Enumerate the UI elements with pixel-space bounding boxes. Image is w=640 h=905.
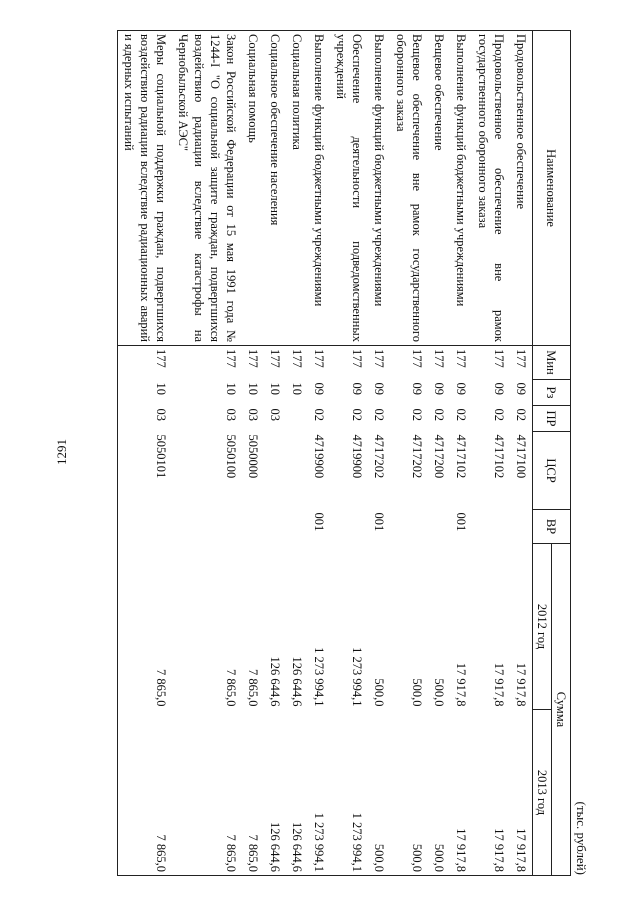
cell-min: 177 — [410, 349, 424, 368]
cell-year-2013: 7 865,0 — [118, 710, 173, 876]
cell-min: 177 — [312, 349, 326, 368]
cell-year-2012: 126 644,6 — [268, 656, 282, 707]
cell-vr — [330, 510, 368, 544]
cell-csr — [286, 432, 308, 510]
cell-csr: 5050100 — [224, 434, 238, 479]
cell-vr — [264, 510, 286, 544]
cell-name: Выполнение функций бюджетными учреждениями — [450, 31, 472, 346]
cell-vr — [472, 510, 510, 544]
cell-pr: 03 — [224, 408, 238, 421]
cell-year-2013: 126 644,6 — [286, 710, 308, 876]
table-row — [330, 31, 368, 876]
cell-pr: 02 — [514, 408, 528, 421]
cell-rz: 09 — [432, 382, 446, 395]
cell-min: 177 — [246, 349, 260, 368]
cell-name: Меры социальной поддержки граждан, подвергшихся воздействию радиации вследствие радиационных аварий и ядерных испытаний — [118, 31, 173, 346]
cell-year-2013: 1 273 994,1 — [308, 710, 330, 876]
cell-pr: 03 — [118, 406, 173, 432]
cell-min: 177 — [350, 349, 364, 368]
cell-name: Социальная политика — [286, 31, 308, 346]
cell-vr — [428, 510, 450, 544]
table-row — [264, 31, 286, 876]
cell-pr: 02 — [432, 408, 446, 421]
cell-csr: 4719900 — [312, 434, 326, 479]
cell-year-2013: 126 644,6 — [264, 710, 286, 876]
cell-year-2012: 1 273 994,1 — [350, 647, 364, 707]
table-row — [242, 31, 264, 876]
cell-rz: 10 — [224, 382, 238, 395]
cell-csr: 4717200 — [432, 434, 446, 479]
cell-vr: 001 — [454, 512, 468, 532]
cell-pr: 02 — [350, 408, 364, 421]
cell-pr — [286, 406, 308, 432]
cell-name: Вещевое обеспечение — [428, 31, 450, 346]
rotated-table-area — [105, 30, 589, 875]
cell-csr — [264, 432, 286, 510]
table-row — [390, 31, 428, 876]
cell-name: Выполнение функций бюджетными учреждениями — [308, 31, 330, 346]
cell-year-2013: 1 273 994,1 — [330, 710, 368, 876]
cell-min: 177 — [118, 346, 173, 380]
header-2012: 2012 год — [533, 544, 552, 710]
header-pr: ПР — [533, 406, 571, 432]
table-row — [308, 31, 330, 876]
cell-vr: 001 — [312, 512, 326, 532]
header-sum: Сумма — [552, 544, 571, 876]
cell-vr — [118, 510, 173, 544]
cell-rz: 10 — [246, 382, 260, 395]
cell-year-2012: 500,0 — [410, 678, 424, 707]
cell-csr: 4717100 — [514, 434, 528, 479]
cell-rz: 09 — [350, 382, 364, 395]
cell-year-2013: 500,0 — [390, 710, 428, 876]
cell-pr: 02 — [410, 408, 424, 421]
cell-year-2012: 500,0 — [372, 678, 386, 707]
cell-year-2012: 17 917,8 — [492, 662, 506, 707]
cell-pr: 03 — [268, 408, 282, 421]
cell-year-2012: 7 865,0 — [118, 544, 173, 710]
cell-rz: 09 — [410, 382, 424, 395]
header-2013: 2013 год — [533, 710, 552, 876]
cell-vr — [390, 510, 428, 544]
header-min: Мин — [533, 346, 571, 380]
cell-csr: 4717102 — [492, 434, 506, 479]
cell-vr — [286, 510, 308, 544]
cell-year-2012: 500,0 — [432, 678, 446, 707]
cell-pr: 02 — [492, 408, 506, 421]
cell-min: 177 — [492, 349, 506, 368]
cell-year-2012: 7 865,0 — [224, 669, 238, 707]
cell-pr: 02 — [454, 408, 468, 421]
cell-name: Закон Российской Федерации от 15 мая 1991 года № 1244-I "О социальной защите граждан, подвергшихся воздействию радиации вследствие катастрофы на Чернобыльской АЭС" — [172, 31, 242, 346]
cell-year-2013: 17 917,8 — [472, 710, 510, 876]
table-row — [450, 31, 472, 876]
cell-csr: 4717202 — [410, 434, 424, 479]
cell-vr — [172, 510, 242, 544]
cell-year-2013: 500,0 — [368, 710, 390, 876]
cell-year-2012: 7 865,0 — [246, 669, 260, 707]
cell-pr: 02 — [312, 408, 326, 421]
cell-pr: 03 — [246, 408, 260, 421]
table-row — [368, 31, 390, 876]
cell-year-2013: 500,0 — [428, 710, 450, 876]
cell-rz: 10 — [268, 382, 282, 395]
table-row — [118, 31, 173, 876]
cell-min: 177 — [372, 349, 386, 368]
cell-name: Вещевое обеспечение вне рамок государственного оборонного заказа — [390, 31, 428, 346]
cell-min: 177 — [268, 349, 282, 368]
cell-name: Продовольственное обеспечение — [510, 31, 533, 346]
cell-year-2012: 17 917,8 — [514, 662, 528, 707]
cell-year-2012: 1 273 994,1 — [312, 647, 326, 707]
cell-vr — [242, 510, 264, 544]
cell-rz: 09 — [372, 382, 386, 395]
cell-min: 177 — [224, 349, 238, 368]
cell-rz: 09 — [514, 382, 528, 395]
cell-min: 177 — [514, 349, 528, 368]
cell-min: 177 — [290, 349, 304, 368]
cell-csr: 4717102 — [454, 434, 468, 479]
cell-min: 177 — [432, 349, 446, 368]
cell-year-2013: 17 917,8 — [450, 710, 472, 876]
cell-rz: 09 — [492, 382, 506, 395]
cell-vr — [510, 510, 533, 544]
cell-rz: 10 — [118, 380, 173, 406]
cell-name: Социальное обеспечение населения — [264, 31, 286, 346]
cell-csr: 4719900 — [350, 434, 364, 479]
cell-min: 177 — [454, 349, 468, 368]
header-vr: ВР — [533, 510, 571, 544]
cell-name: Социальная помощь — [242, 31, 264, 346]
cell-csr: 4717202 — [372, 434, 386, 479]
cell-year-2013: 17 917,8 — [510, 710, 533, 876]
cell-name: Продовольственное обеспечение вне рамок государственного оборонного заказа — [472, 31, 510, 346]
cell-year-2013: 7 865,0 — [242, 710, 264, 876]
header-csr: ЦСР — [533, 432, 571, 510]
table-row — [510, 31, 533, 876]
table-row — [472, 31, 510, 876]
cell-year-2013: 7 865,0 — [172, 710, 242, 876]
units-note: (тыс. рублей) — [574, 801, 589, 875]
cell-name: Выполнение функций бюджетными учреждениями — [368, 31, 390, 346]
cell-vr: 001 — [372, 512, 386, 532]
table-header — [533, 31, 571, 876]
page-number: 1291 — [54, 439, 69, 465]
cell-year-2012: 17 917,8 — [454, 662, 468, 707]
table-row — [286, 31, 308, 876]
header-rz: Рз — [533, 380, 571, 406]
cell-csr: 5050000 — [246, 434, 260, 479]
cell-rz: 09 — [312, 382, 326, 395]
cell-pr: 02 — [372, 408, 386, 421]
header-name: Наименование — [533, 31, 571, 346]
table-row — [428, 31, 450, 876]
cell-name: Обеспечение деятельности подведомственных учреждений — [330, 31, 368, 346]
cell-csr: 5050101 — [118, 432, 173, 510]
budget-table — [117, 30, 571, 876]
table-body — [118, 31, 533, 876]
table-row — [172, 31, 242, 876]
cell-rz: 09 — [454, 382, 468, 395]
cell-year-2012: 126 644,6 — [290, 656, 304, 707]
cell-rz: 10 — [290, 382, 304, 395]
